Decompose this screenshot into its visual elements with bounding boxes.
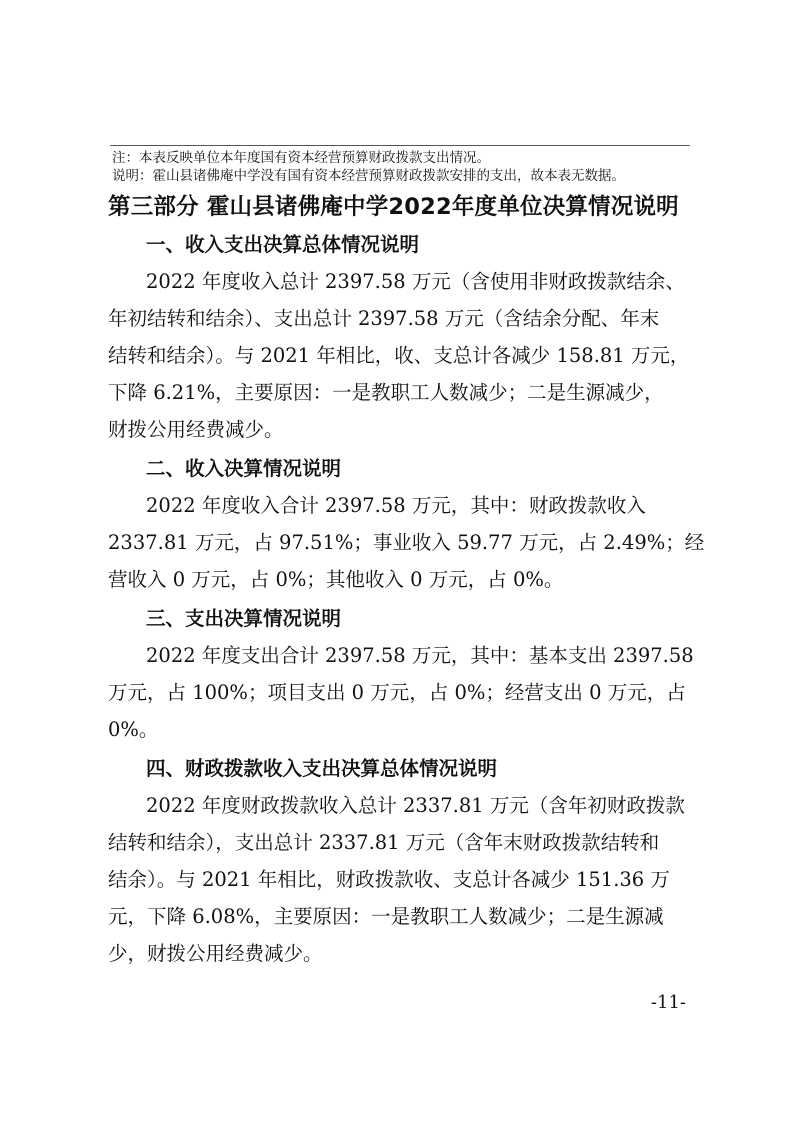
paragraph-line: 2022 年度收入合计 2397.58 万元，其中：财政拨款收入 — [146, 494, 646, 517]
paragraph-line: 年初结转和结余）、支出总计 2397.58 万元（含结余分配、年末 — [108, 307, 660, 330]
table-bottom-rule — [110, 145, 690, 146]
paragraph-line: 0%。 — [108, 718, 159, 741]
paragraph-line: 2337.81 万元，占 97.51%；事业收入 59.77 万元，占 2.49%；经 — [108, 531, 705, 554]
paragraph-line: 2022 年度支出合计 2397.58 万元，其中：基本支出 2397.58 — [146, 644, 694, 667]
paragraph-line: 少，财拨公用经费减少。 — [108, 942, 323, 965]
section-heading-4: 四、财政拨款收入支出决算总体情况说明 — [146, 757, 498, 780]
paragraph-line: 下降 6.21%，主要原因：一是教职工人数减少；二是生源减少， — [108, 381, 664, 404]
table-note: 注：本表反映单位本年度国有资本经营预算财政拨款支出情况。 — [112, 150, 490, 166]
page-number: -11- — [650, 992, 686, 1013]
section-heading-1: 一、收入支出决算总体情况说明 — [146, 233, 420, 256]
paragraph-line: 营收入 0 万元，占 0%；其他收入 0 万元，占 0%。 — [108, 568, 564, 591]
paragraph-line: 结余）。与 2021 年相比，财政拨款收、支总计各减少 151.36 万 — [108, 868, 670, 891]
section-heading-3: 三、支出决算情况说明 — [146, 607, 342, 630]
paragraph-line: 财拨公用经费减少。 — [108, 418, 284, 441]
paragraph-line: 结转和结余）。与 2021 年相比，收、支总计各减少 158.81 万元， — [108, 344, 690, 367]
paragraph-line: 元，下降 6.08%，主要原因：一是教职工人数减少；二是生源减 — [108, 905, 664, 928]
paragraph-line: 万元，占 100%；项目支出 0 万元，占 0%；经营支出 0 万元，占 — [108, 681, 686, 704]
part-title: 第三部分 霍山县诸佛庵中学2022年度单位决算情况说明 — [108, 194, 679, 220]
paragraph-line: 结转和结余），支出总计 2337.81 万元（含年末财政拨款结转和 — [108, 831, 660, 854]
table-explanation: 说明：霍山县诸佛庵中学没有国有资本经营预算财政拨款安排的支出，故本表无数据。 — [112, 168, 625, 184]
paragraph-line: 2022 年度收入总计 2397.58 万元（含使用非财政拨款结余、 — [146, 270, 685, 293]
paragraph-line: 2022 年度财政拨款收入总计 2337.81 万元（含年初财政拨款 — [146, 794, 685, 817]
section-heading-2: 二、收入决算情况说明 — [146, 457, 342, 480]
